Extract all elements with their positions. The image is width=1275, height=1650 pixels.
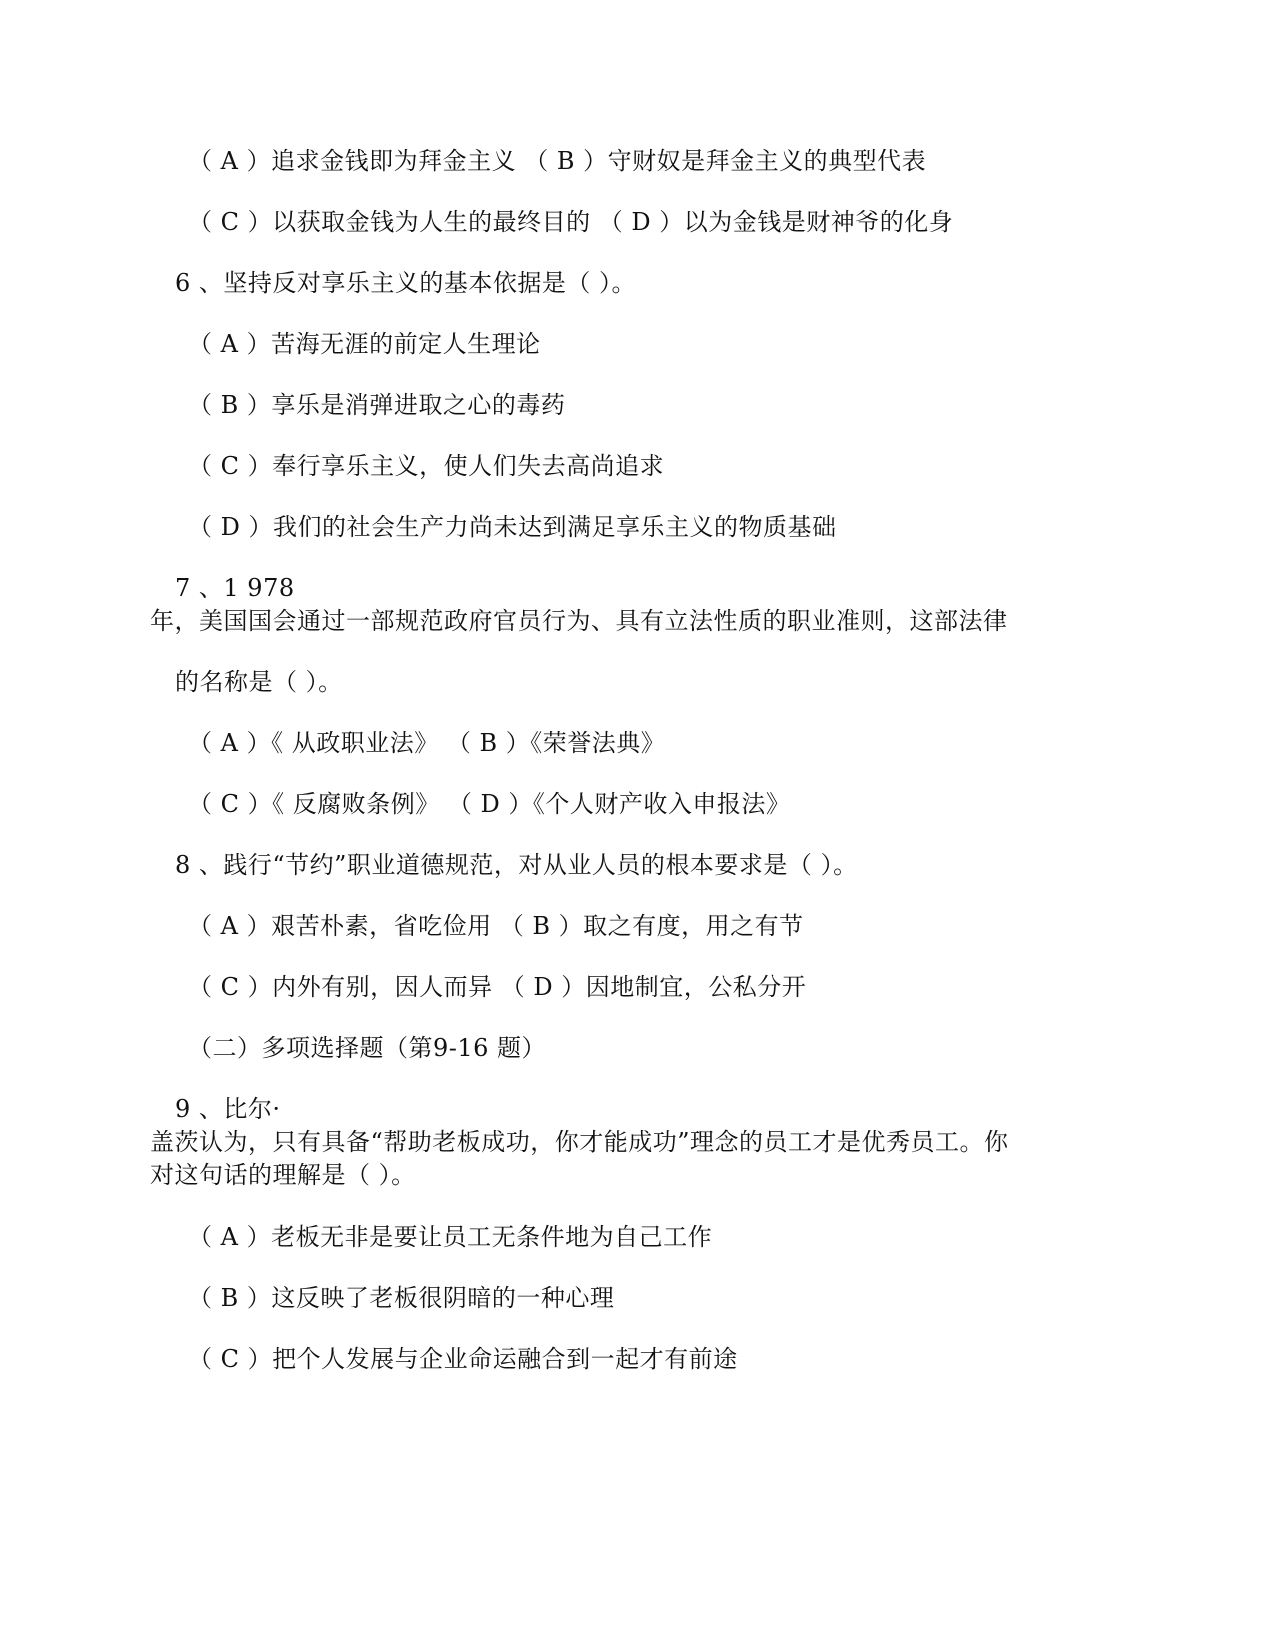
q6-stem: 6 、坚持反对享乐主义的基本依据是（ ）。 bbox=[175, 269, 637, 297]
q6-option-b: （ B ）享乐是消弹进取之心的毒药 bbox=[188, 391, 566, 419]
q9-option-b: （ B ）这反映了老板很阴暗的一种心理 bbox=[188, 1284, 615, 1312]
q8-option-line-ab: （ A ）艰苦朴素，省吃俭用 （ B ）取之有度，用之有节 bbox=[188, 912, 804, 940]
q9-option-a: （ A ）老板无非是要让员工无条件地为自己工作 bbox=[188, 1223, 713, 1251]
q9-stem-line1: 9 、比尔· bbox=[175, 1095, 281, 1123]
q6-option-d: （ D ）我们的社会生产力尚未达到满足享乐主义的物质基础 bbox=[188, 513, 837, 541]
q9-stem-line2: 盖茨认为，只有具备“帮助老板成功，你才能成功”理念的员工才是优秀员工。你 bbox=[150, 1128, 1009, 1156]
q8-stem: 8 、践行“节约”职业道德规范，对从业人员的根本要求是（ ）。 bbox=[175, 851, 858, 879]
q6-option-a: （ A ）苦海无涯的前定人生理论 bbox=[188, 330, 541, 358]
section-heading-multiple-choice: （二）多项选择题（第9-16 题） bbox=[188, 1034, 547, 1062]
q6-option-c: （ C ）奉行享乐主义，使人们失去高尚追求 bbox=[188, 452, 665, 480]
q7-stem-line3: 的名称是（ ）。 bbox=[175, 668, 343, 696]
q5-option-line-ab: （ A ）追求金钱即为拜金主义 （ B ）守财奴是拜金主义的典型代表 bbox=[188, 147, 927, 175]
q8-option-line-cd: （ C ）内外有别，因人而异 （ D ）因地制宜，公私分开 bbox=[188, 973, 807, 1001]
q9-option-c: （ C ）把个人发展与企业命运融合到一起才有前途 bbox=[188, 1345, 738, 1373]
q9-stem-line3: 对这句话的理解是（ ）。 bbox=[150, 1161, 416, 1189]
q7-option-line-cd: （ C ）《 反腐败条例》 （ D ）《个人财产收入申报法》 bbox=[188, 790, 791, 818]
q7-stem-line1: 7 、1 978 bbox=[175, 574, 295, 602]
q5-option-line-cd: （ C ）以获取金钱为人生的最终目的 （ D ）以为金钱是财神爷的化身 bbox=[188, 208, 954, 236]
q7-option-line-ab: （ A ）《 从政职业法》 （ B ）《荣誉法典》 bbox=[188, 729, 666, 757]
q7-stem-line2: 年，美国国会通过一部规范政府官员行为、具有立法性质的职业准则，这部法律 bbox=[150, 607, 1008, 635]
